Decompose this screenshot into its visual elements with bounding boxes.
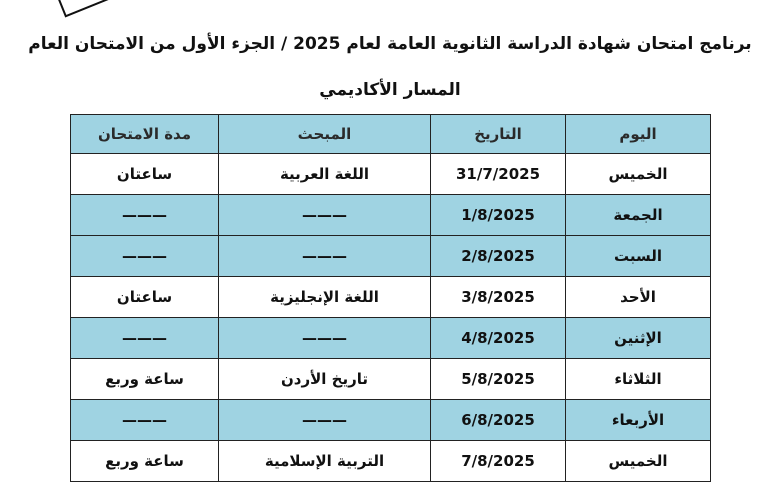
duration-cell: ساعة وربع xyxy=(71,359,219,400)
table-row xyxy=(71,400,711,441)
subject-cell: تاريخ الأردن xyxy=(219,359,431,400)
day-cell: السبت xyxy=(566,236,711,277)
table-row xyxy=(71,441,711,482)
duration-cell: ساعتان xyxy=(71,277,219,318)
date-cell: 31/7/2025 xyxy=(431,154,566,195)
subject-cell: ——— xyxy=(219,318,431,359)
day-cell: الأحد xyxy=(566,277,711,318)
header-duration: مدة الامتحان xyxy=(71,115,219,154)
exam-schedule-table xyxy=(70,114,711,482)
duration-cell: ——— xyxy=(71,195,219,236)
corner-decoration xyxy=(42,0,154,17)
duration-cell: ساعة وربع xyxy=(71,441,219,482)
header-day: اليوم xyxy=(566,115,711,154)
document-title: برنامج امتحان شهادة الدراسة الثانوية العامة لعام 2025 / الجزء الأول من الامتحان العام xyxy=(28,34,752,54)
header-subject: المبحث xyxy=(219,115,431,154)
document-subtitle: المسار الأكاديمي xyxy=(319,80,461,100)
table-row xyxy=(71,154,711,195)
duration-cell: ——— xyxy=(71,236,219,277)
subject-cell: ——— xyxy=(219,236,431,277)
date-cell: 7/8/2025 xyxy=(431,441,566,482)
subject-cell: التربية الإسلامية xyxy=(219,441,431,482)
day-cell: الجمعة xyxy=(566,195,711,236)
date-cell: 2/8/2025 xyxy=(431,236,566,277)
day-cell: الخميس xyxy=(566,441,711,482)
subject-cell: اللغة العربية xyxy=(219,154,431,195)
duration-cell: ——— xyxy=(71,400,219,441)
subject-cell: ——— xyxy=(219,400,431,441)
date-cell: 5/8/2025 xyxy=(431,359,566,400)
date-cell: 4/8/2025 xyxy=(431,318,566,359)
date-cell: 3/8/2025 xyxy=(431,277,566,318)
day-cell: الخميس xyxy=(566,154,711,195)
table-header-row xyxy=(71,115,711,154)
day-cell: الثلاثاء xyxy=(566,359,711,400)
table-row xyxy=(71,359,711,400)
table-row xyxy=(71,236,711,277)
subject-cell: ——— xyxy=(219,195,431,236)
table-row xyxy=(71,318,711,359)
day-cell: الأربعاء xyxy=(566,400,711,441)
date-cell: 1/8/2025 xyxy=(431,195,566,236)
table-row xyxy=(71,277,711,318)
duration-cell: ساعتان xyxy=(71,154,219,195)
header-date: التاريخ xyxy=(431,115,566,154)
subject-cell: اللغة الإنجليزية xyxy=(219,277,431,318)
day-cell: الإثنين xyxy=(566,318,711,359)
table-row xyxy=(71,195,711,236)
duration-cell: ——— xyxy=(71,318,219,359)
date-cell: 6/8/2025 xyxy=(431,400,566,441)
